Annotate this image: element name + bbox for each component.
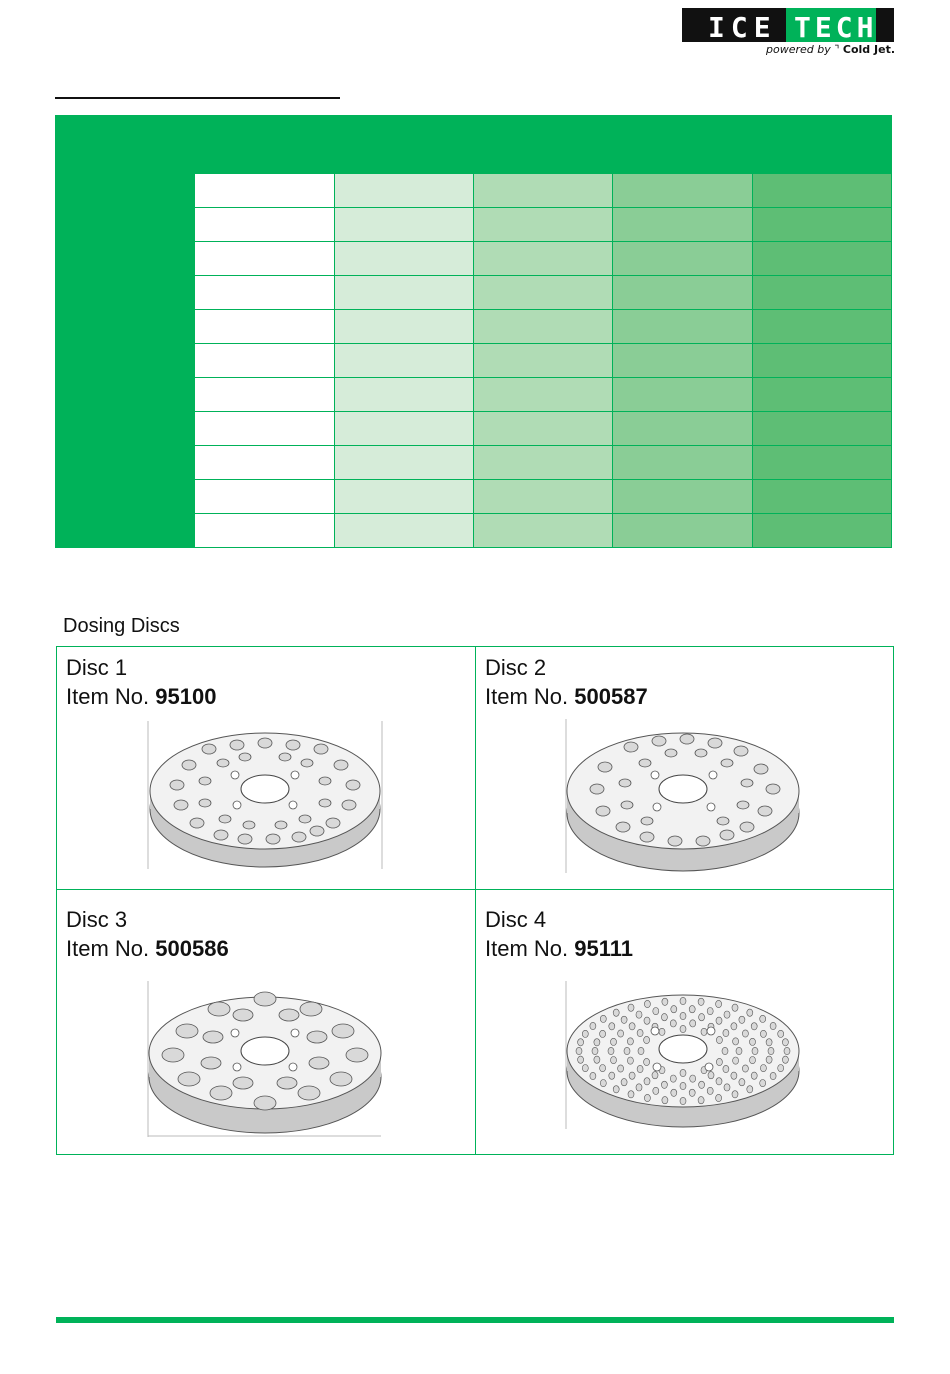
table-cell (56, 310, 195, 344)
table-row (56, 242, 892, 276)
logo-tagline-text: powered by (766, 43, 831, 56)
logo-partner: Cold Jet. (842, 43, 896, 56)
item-label: Item No. (485, 936, 569, 961)
table-header-row (56, 116, 892, 174)
table-cell (613, 480, 752, 514)
table-cell (334, 174, 473, 208)
table-cell (752, 276, 891, 310)
table-cell (195, 446, 334, 480)
item-label: Item No. (66, 936, 150, 961)
table-cell (56, 242, 195, 276)
table-cell (195, 514, 334, 548)
table-cell (752, 480, 891, 514)
table-cell (473, 242, 612, 276)
table-cell (334, 208, 473, 242)
disc-name: Disc 2 (485, 655, 547, 680)
disc-item-number (485, 934, 633, 963)
table-cell (473, 310, 612, 344)
cold-jet-icon: ⌝ (834, 43, 840, 56)
logo-tech-block (786, 8, 876, 42)
item-number-value: 500586 (155, 936, 229, 961)
table-row (56, 276, 892, 310)
item-number-value: 95100 (155, 684, 217, 709)
table-cell (56, 446, 195, 480)
table-row (56, 344, 892, 378)
table-cell (752, 310, 891, 344)
table-row (56, 174, 892, 208)
table-cell (195, 344, 334, 378)
disc-item-number (66, 682, 216, 711)
table-cell (473, 208, 612, 242)
ice-tech-logo (682, 8, 894, 58)
table-header-cell (195, 116, 334, 174)
dosing-disc-1-illustration (145, 719, 385, 871)
dosing-discs-grid (56, 646, 894, 1155)
table-cell (473, 378, 612, 412)
table-row (56, 412, 892, 446)
dosing-disc-2-illustration (563, 717, 803, 875)
table-cell (334, 276, 473, 310)
item-label: Item No. (485, 684, 569, 709)
section-title: Dosing Discs (63, 615, 180, 637)
table-cell (195, 310, 334, 344)
dosing-disc-4-illustration (563, 979, 803, 1131)
table-row (56, 378, 892, 412)
table-cell (613, 514, 752, 548)
table-cell (473, 174, 612, 208)
table-cell (473, 344, 612, 378)
table-row (56, 480, 892, 514)
table-header-cell (334, 116, 473, 174)
table-cell (473, 446, 612, 480)
disc-name: Disc 3 (66, 907, 128, 932)
table-cell (613, 276, 752, 310)
table-cell (195, 412, 334, 446)
table-cell (334, 378, 473, 412)
table-cell (752, 378, 891, 412)
table-row (56, 514, 892, 548)
table-cell (334, 242, 473, 276)
table-cell (56, 276, 195, 310)
item-number-value: 500587 (574, 684, 648, 709)
table-cell (56, 344, 195, 378)
table-row (56, 446, 892, 480)
disc-name: Disc 1 (66, 655, 128, 680)
table-cell (56, 174, 195, 208)
table-cell (752, 208, 891, 242)
table-cell (473, 480, 612, 514)
logo-word-ice: ICE (708, 11, 777, 44)
logo-tagline (766, 43, 895, 56)
shade-table (55, 115, 892, 548)
item-label: Item No. (66, 684, 150, 709)
title-underline (55, 97, 340, 99)
table-cell (752, 412, 891, 446)
table-cell (752, 446, 891, 480)
table-cell (334, 480, 473, 514)
table-cell (195, 378, 334, 412)
table-cell (752, 174, 891, 208)
dosing-disc-3-illustration (145, 979, 385, 1139)
table-cell (56, 378, 195, 412)
disc-card-1 (66, 653, 216, 711)
table-cell (334, 310, 473, 344)
disc-item-number (66, 934, 229, 963)
table-cell (56, 514, 195, 548)
table-cell (613, 242, 752, 276)
disc-item-number (485, 682, 648, 711)
table-cell (56, 208, 195, 242)
footer-bar (56, 1317, 894, 1323)
table-cell (334, 412, 473, 446)
table-header-cell (613, 116, 752, 174)
table-header-cell (56, 116, 195, 174)
disc-name: Disc 4 (485, 907, 547, 932)
table-cell (56, 480, 195, 514)
table-cell (334, 446, 473, 480)
table-cell (195, 480, 334, 514)
table-cell (195, 208, 334, 242)
table-cell (613, 344, 752, 378)
table-cell (195, 174, 334, 208)
table-cell (613, 174, 752, 208)
table-cell (613, 310, 752, 344)
table-cell (613, 446, 752, 480)
table-cell (473, 514, 612, 548)
item-number-value: 95111 (574, 936, 634, 961)
table-cell (613, 412, 752, 446)
table-cell (613, 378, 752, 412)
disc-card-4 (485, 905, 633, 963)
table-cell (195, 276, 334, 310)
disc-card-3 (66, 905, 229, 963)
table-row (56, 310, 892, 344)
grid-divider-vertical (475, 647, 476, 1154)
table-cell (613, 208, 752, 242)
table-cell (752, 242, 891, 276)
table-cell (195, 242, 334, 276)
table-body (56, 174, 892, 548)
table-cell (334, 344, 473, 378)
table-cell (334, 514, 473, 548)
disc-card-2 (485, 653, 648, 711)
grid-divider-horizontal (57, 889, 893, 890)
table-row (56, 208, 892, 242)
table-cell (473, 276, 612, 310)
table-cell (473, 412, 612, 446)
table-cell (752, 344, 891, 378)
table-cell (56, 412, 195, 446)
table-cell (752, 514, 891, 548)
table-header-cell (752, 116, 891, 174)
table-header-cell (473, 116, 612, 174)
logo-word-tech: TECH (794, 11, 878, 44)
